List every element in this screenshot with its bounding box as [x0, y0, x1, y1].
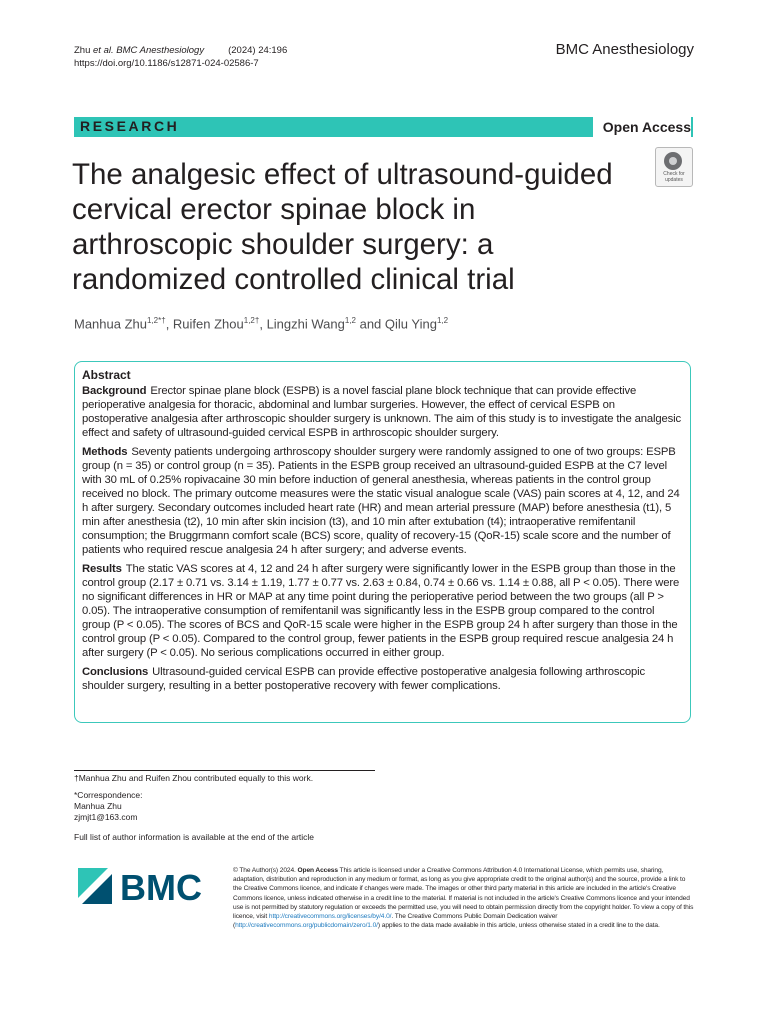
license-link-cc-by[interactable]: http://creativecommons.org/licenses/by/4.0/	[268, 913, 392, 921]
journal-name: BMC Anesthesiology	[555, 41, 694, 58]
license-open-access: Open Access	[297, 867, 338, 874]
author-separator: and	[355, 316, 385, 332]
correspondence-email[interactable]: zjmjt1@163.com	[74, 812, 138, 822]
check-updates-label: Check for updates	[663, 171, 685, 183]
bmc-logo-text: BMC	[120, 867, 202, 906]
article-title: The analgesic effect of ultrasound-guided cervical erector spinae block in arthroscopic shoulder surgery: a randomized controlled clinical trial	[72, 158, 613, 296]
license-text-2: . The Creative Commons Public Domain Dedication waiver (	[233, 913, 558, 930]
author-list	[74, 316, 448, 331]
author-name[interactable]: Lingzhi Wang	[266, 316, 345, 332]
citation-author: Zhu	[74, 45, 91, 56]
abstract-conclusions	[82, 665, 683, 693]
background-text: Erector spinae plane block (ESPB) is a novel fascial plane block technique that can provide effective perioperative analgesia for thoracic, abdominal and lumbar surgeries. However, the effect of cervical ESPB on postoperative analgesia after arthroscopic shoulder surgery is unknown. The aim of this study is to investigate the analgesic effect and safety of ultrasound-guided cervical ESPB in arthroscopic shoulder surgery.	[82, 385, 681, 439]
methods-text: Seventy patients undergoing arthroscopy shoulder surgery were randomly assigned to one of two groups: ESPB group (n = 35) or control group (n = 35). Patients in the ESPB group received an ultrasound-guided ESPB at the C7 level with 30 mL of 0.25% ropivacaine 30 min before induction of general anesthesia, whereas patients in the control group received no block. The primary outcome measures were the static visual analogue scale (VAS) pain scores at 4, 12, and 24 h after surgery. Secondary outcomes included heart rate (HR) and mean arterial pressure (MAP) before anesthesia (t1), 5 min after anesthesia (t2), 10 min after skin incision (t3), and 10 min after extubation (t4); intraoperative remifentanil consumption; the Bruggrmann comfort scale (BCS) score, quality of recovery-15 (QoR-15) scale score and the number of patients who required rescue analgesia 24 h after surgery; and adverse events.	[82, 446, 680, 556]
author-info-note: Full list of author information is available at the end of the article	[74, 832, 315, 842]
bmc-logo-icon	[76, 866, 216, 906]
author-name[interactable]: Qilu Ying	[384, 316, 437, 332]
results-text: The static VAS scores at 4, 12 and 24 h after surgery were significantly lower in the ESPB group than those in the control group (2.17 ± 0.71 vs. 3.14 ± 1.19, 1.77 ± 0.77 vs. 2.63 ± 0.84, 0.74 ± 0.66 vs. 1.14 ± 0.88, all P < 0.05). There were no significant differences in HR or MAP at any time point during the perioperative period between the two groups (all P > 0.05). The intraoperative consumption of remifentanil was significantly less in the ESPB group compared to the control group (P < 0.05). The scores of BCS and QoR-15 scale were higher in the ESPB group 24 h after surgery than those in the control group (P < 0.05). Compared to the control group, fewer patients in the ESPB group required rescue analgesia 24 h after surgery (P < 0.05). No serious complications occurred in either group.	[82, 563, 680, 659]
open-access-label: Open Access	[593, 117, 691, 137]
results-label: Results	[82, 563, 122, 575]
author-affiliation: 1,2	[436, 316, 449, 325]
abstract-results	[82, 562, 683, 660]
citation-line	[74, 44, 287, 57]
abstract-methods	[82, 445, 683, 557]
correspondence-label: *Correspondence:	[74, 790, 143, 800]
license-text-1: This article is licensed under a Creative Commons Attribution 4.0 International License, which permits use, sharing, adaptation, distribution and reproduction in any medium or format, as long as you give appropriate credit to the original author(s) and the source, provide a link to the Creative Commons licence, and indicate if changes were made. The images or other third party material in this article are included in the article's Creative Commons licence, unless indicated otherwise in a credit line to the material. If material is not included in the article's Creative Commons licence and your intended use is not permitted by statutory regulation or exceeds the permitted use, you will need to obtain permission directly from the copyright holder. To view a copy of this licence, visit	[233, 867, 694, 921]
author-affiliation: 1,2*†	[147, 316, 166, 325]
abstract-box	[74, 361, 691, 723]
background-label: Background	[82, 385, 147, 397]
author-name[interactable]: Manhua Zhu	[74, 316, 147, 332]
footnote-divider	[74, 770, 375, 771]
author-affiliation: 1,2†	[243, 316, 260, 325]
equal-contribution-note: †Manhua Zhu and Ruifen Zhou contributed equally to this work.	[74, 773, 314, 783]
conclusions-label: Conclusions	[82, 666, 149, 678]
section-banner	[74, 117, 693, 137]
citation-header	[74, 44, 287, 70]
license-link-cc0[interactable]: http://creativecommons.org/publicdomain/zero/1.0/	[235, 922, 378, 930]
bmc-logo	[76, 866, 216, 906]
citation-year-volume: (2024) 24:196	[228, 45, 288, 56]
conclusions-text: Ultrasound-guided cervical ESPB can provide effective postoperative analgesia following arthroscopic shoulder surgery, resulting in a better postoperative recovery with fewer complications.	[82, 666, 645, 692]
author-separator: ,	[165, 316, 173, 332]
license-text-3: ) applies to the data made available in this article, unless otherwise stated in a credit line to the data.	[377, 922, 660, 930]
correspondence-name: Manhua Zhu	[74, 801, 122, 811]
author-separator: ,	[259, 316, 267, 332]
abstract-heading: Abstract	[82, 368, 131, 382]
methods-label: Methods	[82, 446, 128, 458]
author-affiliation: 1,2	[344, 316, 356, 325]
copyright-text: © The Author(s) 2024.	[233, 867, 296, 874]
correspondence-block	[74, 790, 143, 823]
abstract-background	[82, 384, 683, 440]
doi-link[interactable]: https://doi.org/10.1186/s12871-024-02586-7	[74, 58, 259, 69]
license-statement	[233, 866, 695, 930]
citation-journal: et al. BMC Anesthesiology	[93, 45, 205, 56]
check-for-updates-button[interactable]	[655, 147, 693, 187]
section-label: RESEARCH	[80, 118, 180, 134]
check-updates-icon	[664, 152, 682, 170]
author-name[interactable]: Ruifen Zhou	[172, 316, 244, 332]
